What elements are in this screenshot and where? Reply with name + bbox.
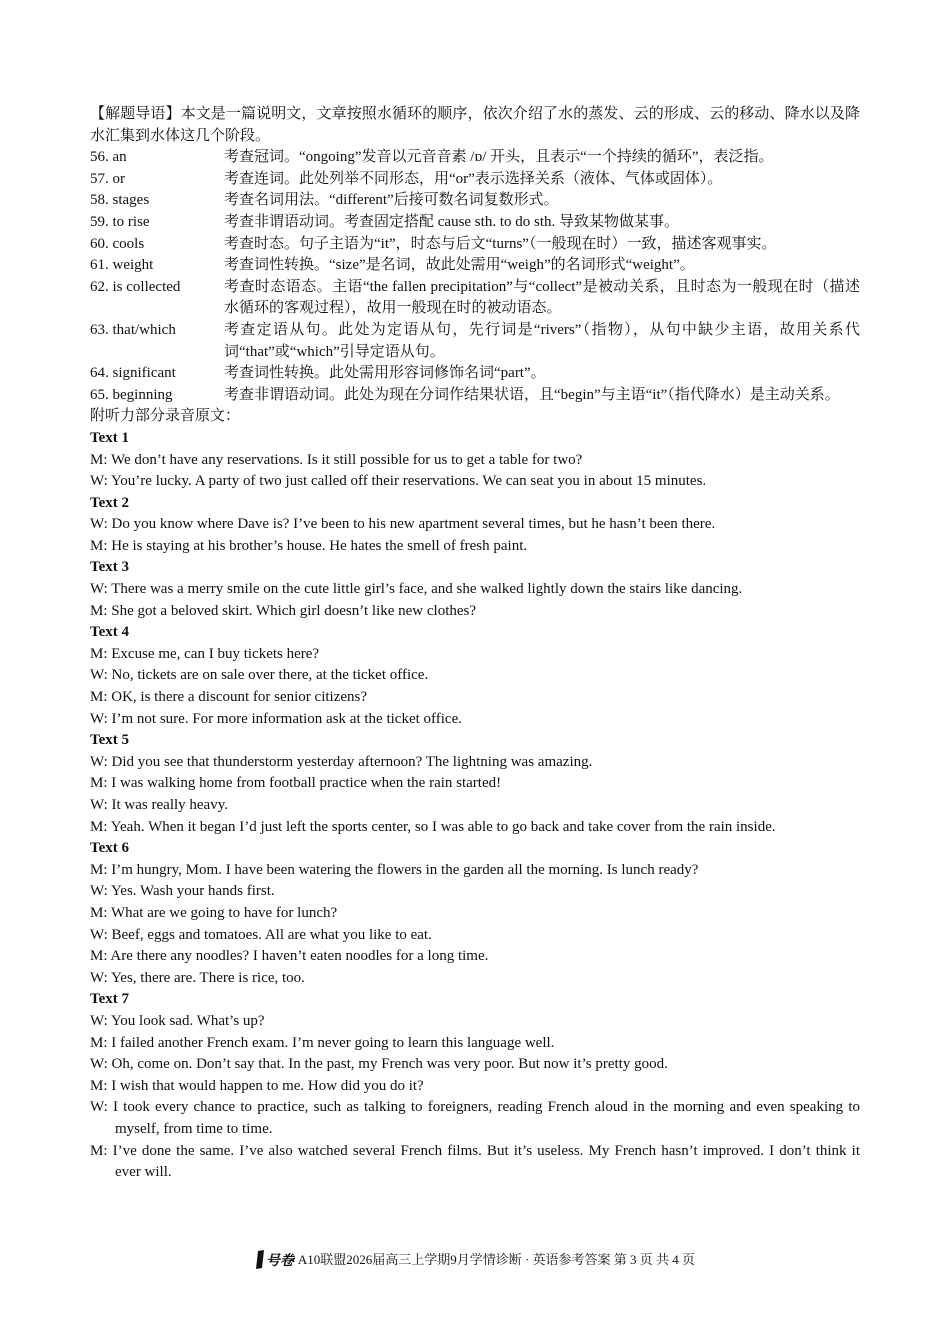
dialogue-line: W: Did you see that thunderstorm yesterday afternoon? The lightning was amazing. — [90, 753, 593, 770]
dialogue-line: M: I wish that would happen to me. How did you do it? — [90, 1077, 424, 1094]
page-footer — [0, 1248, 950, 1270]
publisher-logo — [255, 1248, 294, 1270]
dialogue-line: M: I was walking home from football practice when the rain started! — [90, 775, 502, 792]
dialogue-line: W: You look sad. What’s up? — [90, 1012, 265, 1029]
answer-row — [90, 277, 860, 320]
dialogue-line: W: Beef, eggs and tomatoes. All are what you like to eat. — [90, 926, 432, 943]
answer-number: 64. significant — [90, 365, 176, 382]
answer-row — [90, 255, 860, 277]
answer-row — [90, 234, 860, 256]
transcript-title: Text 6 — [90, 840, 130, 857]
dialogue-line: W: Yes. Wash your hands first. — [90, 883, 275, 900]
dialogue-line: M: OK, is there a discount for senior citizens? — [90, 689, 368, 706]
dialogue-line: M: He is staying at his brother’s house. He hates the smell of fresh paint. — [90, 537, 528, 554]
answer-number: 57. or — [90, 170, 125, 187]
dialogue-line: M: What are we going to have for lunch? — [90, 904, 338, 921]
transcript-title: Text 2 — [90, 494, 130, 511]
transcript-title: Text 3 — [90, 559, 130, 576]
transcript-title: Text 5 — [90, 732, 130, 749]
answer-number: 61. weight — [90, 257, 154, 274]
answer-key-page — [90, 104, 860, 1184]
answer-row — [90, 190, 860, 212]
answer-number: 56. an — [90, 149, 127, 166]
answer-explanation: 考查冠词。“ongoing”发音以元音音素 /ɒ/ 开头，且表示“一个持续的循环”，表泛指。 — [224, 149, 774, 166]
answer-number: 58. stages — [90, 192, 150, 209]
transcript-list — [90, 428, 860, 1184]
answer-explanation: 考查非谓语动词。此处为现在分词作结果状语，且“begin”与主语“it”（指代降水）是主动关系。 — [224, 386, 840, 403]
transcript-heading: 附听力部分录音原文： — [90, 408, 241, 425]
answer-explanation: 考查名词用法。“different”后接可数名词复数形式。 — [224, 192, 559, 209]
dialogue-line: M: I’m hungry, Mom. I have been watering the flowers in the garden all the morning. Is lunch ready? — [90, 861, 699, 878]
answer-number: 65. beginning — [90, 386, 173, 403]
dialogue-line: M: Yeah. When it began I’d just left the sports center, so I was able to go back and take cover from the rain inside. — [90, 818, 776, 835]
dialogue-line: W: There was a merry smile on the cute little girl’s face, and she walked lightly down the stairs like dancing. — [90, 581, 743, 598]
dialogue-line: W: Yes, there are. There is rice, too. — [90, 969, 305, 986]
dialogue-line: W: It was really heavy. — [90, 797, 228, 813]
transcript-title: Text 4 — [90, 624, 130, 641]
answer-explanation: 考查定语从句。此处为定语从句，先行词是“rivers”（指物），从句中缺少主语，故用关系代词“that”或“which”引导定语从句。 — [224, 321, 860, 360]
dialogue-line: W: I’m not sure. For more information ask at the ticket office. — [90, 710, 462, 727]
dialogue-line: W: You’re lucky. A party of two just called off their reservations. We can seat you in about 15 minutes. — [90, 473, 707, 490]
transcript-title: Text 7 — [90, 991, 130, 1008]
dialogue-line: M: Are there any noodles? I haven’t eaten noodles for a long time. — [90, 948, 489, 965]
answer-number: 59. to rise — [90, 213, 150, 230]
answer-explanation: 考查时态。句子主语为“it”，时态与后文“turns”（一般现在时）一致，描述客观事实。 — [224, 235, 777, 252]
publisher-logo-text: 号卷 — [265, 1253, 294, 1269]
footer-text: · A10联盟2026届高三上学期9月学情诊断 · 英语参考答案 第 3 页 共 4 页 — [290, 1252, 696, 1267]
answer-row — [90, 320, 860, 363]
answer-explanation: 考查连词。此处列举不同形态，用“or”表示选择关系（液体、气体或固体）。 — [224, 170, 723, 187]
dialogue-line: W: Oh, come on. Don’t say that. In the past, my French was very poor. But now it’s pretty good. — [90, 1056, 668, 1073]
dialogue-line: M: She got a beloved skirt. Which girl doesn’t like new clothes? — [90, 602, 477, 619]
dialogue-line: M: I’ve done the same. I’ve also watched several French films. But it’s useless. My French hasn’t improved. I don’t think it ever will. — [90, 1142, 860, 1181]
answer-explanation: 考查时态语态。主语“the fallen precipitation”与“collect”是被动关系，且时态为一般现在时（描述水循环的客观过程），故用一般现在时的被动语态。 — [224, 278, 860, 317]
answer-number: 62. is collected — [90, 278, 181, 295]
answer-number: 63. that/which — [90, 321, 176, 338]
answer-number: 60. cools — [90, 235, 145, 252]
intro-paragraph: 【解题导语】本文是一篇说明文，文章按照水循环的顺序，依次介绍了水的蒸发、云的形成、云的移动、降水以及降水汇集到水体这几个阶段。 — [90, 106, 860, 144]
dialogue-line: M: We don’t have any reservations. Is it still possible for us to get a table for two? — [90, 451, 583, 468]
answer-explanation: 考查非谓语动词。考查固定搭配 cause sth. to do sth. 导致某物做某事。 — [224, 213, 679, 230]
answer-explanation: 考查词性转换。此处需用形容词修饰名词“part”。 — [224, 365, 546, 382]
answer-row — [90, 169, 860, 191]
answer-row — [90, 147, 860, 169]
transcript-title: Text 1 — [90, 429, 130, 446]
answer-row — [90, 385, 860, 407]
answer-row — [90, 212, 860, 234]
answer-list — [90, 147, 860, 406]
dialogue-line: W: No, tickets are on sale over there, at the ticket office. — [90, 667, 429, 684]
answer-explanation: 考查词性转换。“size”是名词，故此处需用“weigh”的名词形式“weight”。 — [224, 257, 695, 274]
dialogue-line: M: Excuse me, can I buy tickets here? — [90, 645, 320, 662]
answer-row — [90, 363, 860, 385]
dialogue-line: M: I failed another French exam. I’m never going to learn this language well. — [90, 1034, 555, 1051]
dialogue-line: W: Do you know where Dave is? I’ve been to his new apartment several times, but he hasn’t been there. — [90, 516, 716, 533]
dialogue-line: W: I took every chance to practice, such as talking to foreigners, reading French aloud in the morning and even speaking to myself, from time to time. — [90, 1099, 860, 1137]
